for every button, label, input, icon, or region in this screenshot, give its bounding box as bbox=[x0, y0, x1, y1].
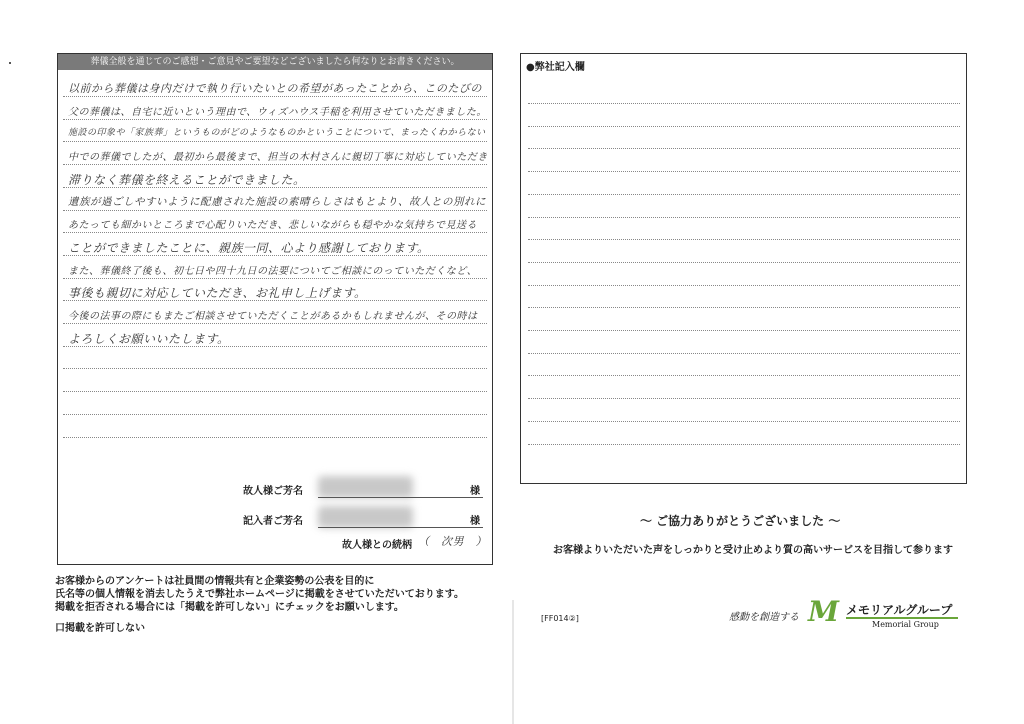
ruled-line bbox=[63, 368, 487, 369]
feedback-line: 事後も親切に対応していただき、お礼申し上げます。 bbox=[68, 286, 367, 300]
deceased-honorific: 様 bbox=[470, 486, 480, 497]
ruled-line bbox=[63, 278, 487, 279]
feedback-line: また、葬儀終了後も、初七日や四十九日の法要についてご相談にのっていただくなど、 bbox=[68, 266, 478, 277]
feedback-line: ことができましたことに、親族一同、心より感謝しております。 bbox=[68, 241, 430, 255]
ruled-line bbox=[63, 96, 487, 97]
ruled-line bbox=[528, 217, 960, 218]
relation-label: 故人様との続柄 bbox=[342, 540, 412, 551]
scan-edge-mark bbox=[512, 600, 514, 724]
ruled-line bbox=[528, 307, 960, 308]
feedback-header: 葬儀全般を通じてのご感想・ご意見やご要望などございましたら何なりとお書きください。 bbox=[58, 54, 492, 70]
feedback-line: 以前から葬儀は身内だけで執り行いたいとの希望があったことから、このたびの bbox=[68, 82, 482, 95]
ruled-line bbox=[528, 262, 960, 263]
privacy-notice-2: 氏名等の個人情報を消去したうえで弊社ホームページに掲載をさせていただいております。 bbox=[55, 589, 464, 600]
feedback-line: よろしくお願いいたします。 bbox=[68, 332, 230, 346]
publish-opt-out-checkbox[interactable]: 口掲載を許可しない bbox=[55, 623, 145, 634]
ruled-line bbox=[63, 437, 487, 438]
feedback-line: 父の葬儀は、自宅に近いという理由で、ウィズハウス手稲を利用させていただきました。 bbox=[68, 107, 487, 118]
relation-value: （ 次男 ） bbox=[418, 535, 487, 548]
privacy-notice-3: 掲載を拒否される場合には「掲載を許可しない」にチェックをお願いします。 bbox=[55, 602, 404, 613]
office-use-label: ●弊社記入欄 bbox=[526, 62, 585, 73]
ruled-line bbox=[63, 391, 487, 392]
brand-underline bbox=[846, 617, 958, 619]
ruled-line bbox=[63, 164, 487, 165]
ruled-line bbox=[63, 141, 487, 142]
ruled-line bbox=[63, 414, 487, 415]
service-message: お客様よりいただいた声をしっかりと受け止めより質の高いサービスを目指して参ります bbox=[553, 545, 953, 556]
memorial-logo-icon: M bbox=[808, 595, 839, 628]
brand-name-en: Memorial Group bbox=[872, 620, 939, 629]
ruled-line bbox=[528, 171, 960, 172]
office-use-box bbox=[520, 53, 967, 484]
form-code: [FF014②] bbox=[541, 614, 579, 623]
ruled-line bbox=[528, 421, 960, 422]
writer-name-label: 記入者ご芳名 bbox=[243, 516, 303, 527]
tagline: 感動を創造する bbox=[729, 612, 799, 623]
feedback-line: 滞りなく葬儀を終えることができました。 bbox=[68, 173, 306, 187]
ruled-line bbox=[63, 232, 487, 233]
feedback-line: 施設の印象や「家族葬」というものがどのようなものかということについて、まったくわからない bbox=[68, 128, 486, 138]
ruled-line bbox=[528, 126, 960, 127]
ruled-line bbox=[528, 194, 960, 195]
feedback-line: 今後の法事の際にもまたご相談させていただくことがあるかもしれませんが、その時は bbox=[68, 311, 478, 322]
deceased-name-line bbox=[318, 497, 483, 498]
ruled-line bbox=[528, 285, 960, 286]
ruled-line bbox=[528, 103, 960, 104]
ruled-line bbox=[528, 353, 960, 354]
ruled-line bbox=[63, 119, 487, 120]
feedback-line: 中での葬儀でしたが、最初から最後まで、担当の木村さんに親切丁寧に対応していただき bbox=[68, 152, 488, 163]
ruled-line bbox=[528, 375, 960, 376]
feedback-line: 遺族が過ごしやすいように配慮された施設の素晴らしさはもとより、故人との別れに bbox=[68, 196, 486, 208]
ruled-line bbox=[63, 210, 487, 211]
deceased-name-label: 故人様ご芳名 bbox=[243, 486, 303, 497]
writer-honorific: 様 bbox=[470, 516, 480, 527]
feedback-line: あたっても細かいところまで心配りいただき、悲しいながらも穏やかな気持ちで見送る bbox=[68, 220, 477, 231]
ruled-line bbox=[528, 239, 960, 240]
writer-name-line bbox=[318, 527, 483, 528]
scan-speck bbox=[9, 62, 11, 64]
privacy-notice-1: お客様からのアンケートは社員間の情報共有と企業姿勢の公表を目的に bbox=[55, 576, 375, 587]
ruled-line bbox=[528, 444, 960, 445]
thanks-heading: ～ ご協力ありがとうございました ～ bbox=[640, 514, 841, 528]
redacted-writer-name bbox=[318, 506, 413, 528]
brand-name-jp: メモリアルグループ bbox=[846, 603, 953, 617]
ruled-line bbox=[63, 323, 487, 324]
redacted-deceased-name bbox=[318, 476, 413, 498]
ruled-line bbox=[528, 148, 960, 149]
ruled-line bbox=[528, 330, 960, 331]
ruled-line bbox=[528, 398, 960, 399]
